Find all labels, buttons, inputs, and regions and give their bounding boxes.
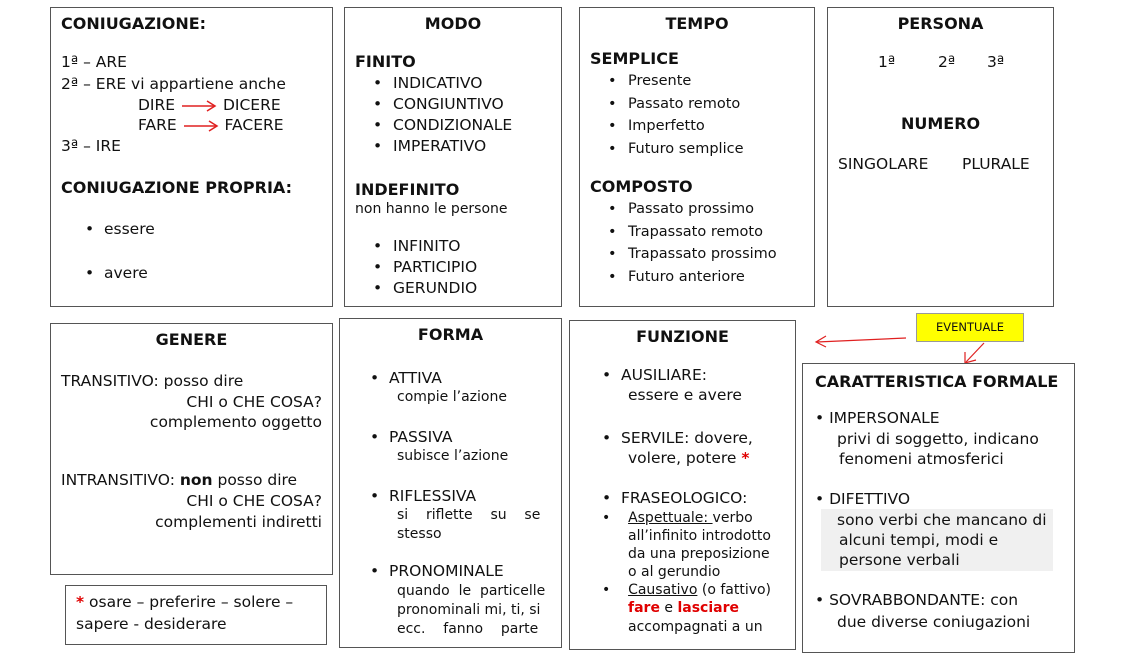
riflessiva-desc2: stesso (397, 526, 442, 542)
persona-box (827, 7, 1054, 307)
e-text: e (659, 600, 678, 616)
difettivo-desc2: alcuni tempi, modi e (839, 531, 999, 549)
pronominale-desc1: quando le particelle (397, 583, 546, 599)
non-text: non (179, 471, 213, 489)
impersonale-label: IMPERSONALE (829, 409, 940, 427)
avere-text: avere (104, 264, 148, 282)
servile-line2 (628, 448, 749, 469)
note-line2: sapere - desiderare (76, 615, 227, 633)
note-line1 (76, 592, 293, 613)
list-item: • INFINITO (367, 236, 477, 257)
composto-list (602, 198, 777, 288)
riflessiva-label: RIFLESSIVA (389, 487, 477, 505)
finito-list (367, 73, 512, 157)
aspettuale-desc4: o al gerundio (628, 564, 721, 580)
eventuale-text: EVENTUALE (936, 320, 1004, 334)
tempo-box (579, 7, 815, 307)
list-item: • CONGIUNTIVO (367, 94, 512, 115)
sovrabbondante-desc: due diverse coniugazioni (837, 613, 1031, 631)
intransitivo-colon: : (169, 471, 180, 489)
note-box (65, 585, 327, 645)
aspettuale-desc2: all’infinito introdotto (628, 528, 771, 544)
coniugazione-line1: 1ª – ARE (61, 53, 127, 71)
essere-text: essere (104, 220, 155, 238)
passiva-label: PASSIVA (389, 428, 453, 446)
persona-1: 1ª (878, 53, 896, 71)
singolare-text: SINGOLARE (838, 155, 929, 173)
red-arrow-icon (183, 120, 219, 132)
impersonale-item: • IMPERSONALE (815, 409, 940, 427)
impersonale-desc2: fenomeni atmosferici (839, 450, 1004, 468)
coniugazione-line2: 2ª – ERE vi appartiene anche (61, 75, 286, 93)
coniugazione-line3: 3ª – IRE (61, 137, 121, 155)
plurale-text: PLURALE (962, 155, 1030, 173)
ausiliare-desc: essere e avere (628, 386, 742, 404)
coniugazione-propria-title: CONIUGAZIONE PROPRIA: (61, 178, 292, 197)
genere-box (50, 323, 333, 575)
intransitivo-label: INTRANSITIVO (61, 471, 170, 489)
dicere-text: DICERE (222, 96, 281, 114)
servile-desc: volere, potere (628, 449, 742, 467)
forma-box (339, 318, 562, 648)
coniugazione-title: CONIUGAZIONE: (61, 14, 207, 33)
fare-text: fare (628, 600, 660, 616)
difettivo-desc1: sono verbi che mancano di (837, 511, 1047, 529)
intransitivo-line (61, 470, 297, 491)
difettivo-item: • DIFETTIVO (815, 490, 911, 508)
funzione-title: FUNZIONE (636, 327, 729, 346)
red-arrow-icon (181, 100, 217, 112)
intransitivo-complement: complementi indiretti (155, 513, 322, 531)
aspettuale-item: • Aspettuale: verbo (602, 510, 753, 526)
eventuale-label (916, 313, 1024, 342)
pronominale-desc2: pronominali mi, ti, si (397, 602, 541, 618)
aspettuale-desc1: verbo (712, 510, 753, 526)
indefinito-note: non hanno le persone (355, 201, 508, 217)
genere-title: GENERE (155, 330, 228, 349)
transitivo-label: TRANSITIVO (61, 372, 154, 390)
list-item: • Passato prossimo (602, 198, 777, 221)
list-item: • Imperfetto (602, 115, 744, 138)
list-item: • Futuro anteriore (602, 266, 777, 289)
list-item-essere: • essere (85, 220, 155, 238)
tempo-title: TEMPO (665, 14, 729, 33)
indefinito-list (367, 236, 477, 299)
servile-item: • SERVILE: dovere, (602, 429, 753, 447)
list-item: • CONDIZIONALE (367, 115, 512, 136)
left-arrow-icon (816, 336, 906, 347)
forma-title: FORMA (417, 325, 484, 344)
list-item-avere: • avere (85, 264, 148, 282)
list-item: • INDICATIVO (367, 73, 512, 94)
intransitivo-question: CHI o CHE COSA? (186, 492, 322, 510)
down-arrow-icon (965, 343, 984, 363)
list-item: • Trapassato prossimo (602, 243, 777, 266)
dire-row (138, 95, 281, 116)
numero-title: NUMERO (901, 114, 981, 133)
pronominale-item: • PRONOMINALE (370, 562, 504, 580)
list-item: • GERUNDIO (367, 278, 477, 299)
aspettuale-label: Aspettuale: (628, 510, 713, 526)
pronominale-desc3: ecc. fanno parte (397, 621, 539, 637)
causativo-item: • Causativo (o fattivo) (602, 582, 772, 598)
funzione-box (569, 320, 796, 650)
list-item: • Trapassato remoto (602, 221, 777, 244)
fare-text: FARE (138, 116, 177, 134)
attiva-label: ATTIVA (389, 369, 442, 387)
list-item: • IMPERATIVO (367, 136, 512, 157)
list-item: • PARTICIPIO (367, 257, 477, 278)
caratteristica-box (802, 363, 1075, 653)
lasciare-text: lasciare (677, 600, 739, 616)
ausiliare-label: AUSILIARE: (621, 366, 707, 384)
persona-3: 3ª (987, 53, 1005, 71)
passiva-item: • PASSIVA (370, 428, 453, 446)
transitivo-rest: : posso dire (153, 372, 244, 390)
attiva-desc: compie l’azione (397, 389, 507, 405)
note-text1: osare – preferire – solere – (84, 593, 294, 611)
riflessiva-item: • RIFLESSIVA (370, 487, 477, 505)
semplice-heading: SEMPLICE (590, 49, 679, 68)
dire-text: DIRE (138, 96, 176, 114)
list-item: • Futuro semplice (602, 138, 744, 161)
modo-title: MODO (424, 14, 482, 33)
fraseologico-label: FRASEOLOGICO: (621, 489, 748, 507)
riflessiva-desc1: si riflette su se (397, 507, 541, 523)
fare-lasciare-line (628, 599, 739, 618)
asterisk-icon: * (741, 449, 750, 467)
aspettuale-desc3: da una preposizione (628, 546, 770, 562)
passiva-desc: subisce l’azione (397, 448, 509, 464)
composto-heading: COMPOSTO (590, 177, 693, 196)
list-item: • Passato remoto (602, 93, 744, 116)
pronominale-label: PRONOMINALE (389, 562, 504, 580)
coniugazione-box (50, 7, 333, 307)
asterisk-icon: * (76, 593, 85, 611)
indefinito-heading: INDEFINITO (355, 180, 460, 199)
impersonale-desc1: privi di soggetto, indicano (837, 430, 1039, 448)
causativo-rest: (o fattivo) (697, 582, 772, 598)
list-item: • Presente (602, 70, 744, 93)
caratteristica-title: CARATTERISTICA FORMALE (815, 372, 1059, 391)
transitivo-line (61, 371, 243, 392)
modo-box (344, 7, 562, 307)
semplice-list (602, 70, 744, 160)
ausiliare-item: • AUSILIARE: (602, 366, 707, 384)
intransitivo-rest: posso dire (212, 471, 298, 489)
facere-text: FACERE (224, 116, 284, 134)
servile-label: SERVILE: dovere, (621, 429, 753, 447)
sovrabbondante-item: • SOVRABBONDANTE: con (815, 591, 1019, 609)
difettivo-label: DIFETTIVO (829, 490, 911, 508)
persona-title: PERSONA (897, 14, 984, 33)
sovrabbondante-label: SOVRABBONDANTE: con (829, 591, 1019, 609)
causativo-desc: accompagnati a un (628, 619, 763, 635)
finito-heading: FINITO (355, 52, 416, 71)
difettivo-desc3: persone verbali (839, 551, 960, 569)
transitivo-complement: complemento oggetto (149, 413, 322, 431)
persona-2: 2ª (938, 53, 956, 71)
fraseologico-item: • FRASEOLOGICO: (602, 489, 748, 507)
fare-row (138, 115, 284, 136)
attiva-item: • ATTIVA (370, 369, 442, 387)
causativo-label: Causativo (628, 582, 698, 598)
transitivo-question: CHI o CHE COSA? (186, 393, 322, 411)
